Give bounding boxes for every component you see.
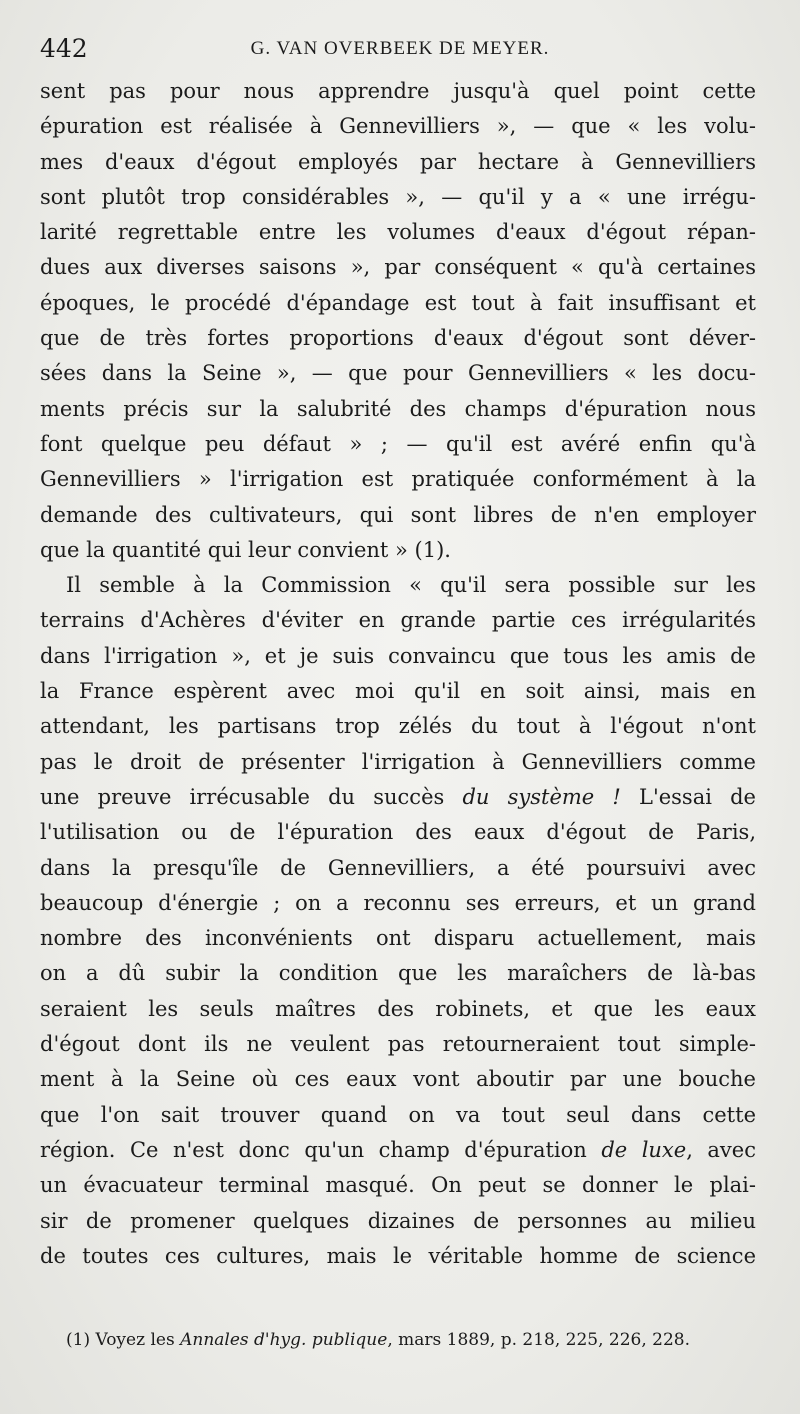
text-line-with-emphasis — [40, 780, 756, 815]
text-line: l'utilisation ou de l'épuration des eaux d'égout de Paris, — [40, 820, 756, 845]
text-line: mes d'eaux d'égout employés par hectare à Gennevilliers — [40, 149, 756, 174]
text-line: sir de promener quelques dizaines de personnes au milieu — [40, 1208, 756, 1233]
text-line: terrains d'Achères d'éviter en grande partie ces irrégularités — [40, 608, 756, 633]
text-line: ments précis sur la salubrité des champs d'épuration nous — [40, 396, 756, 421]
text-line: larité regrettable entre les volumes d'eaux d'égout répan- — [40, 220, 756, 245]
footnote-suffix: , mars 1889, p. 218, 225, 226, 228. — [387, 1330, 691, 1350]
text-line: beaucoup d'énergie ; on a reconnu ses erreurs, et un grand — [40, 890, 756, 915]
text-line: Gennevilliers » l'irrigation est pratiquée conformément à la — [40, 467, 756, 492]
text-line: que de très fortes proportions d'eaux d'égout sont déver- — [40, 326, 756, 351]
page-number: 442 — [40, 34, 88, 63]
text-line: dans l'irrigation », et je suis convaincu que tous les amis de — [40, 643, 756, 668]
text-line: que la quantité qui leur convient » (1). — [40, 537, 451, 562]
text-line: la France espèrent avec moi qu'il en soit ainsi, mais en — [40, 679, 756, 704]
emphasis-text: de luxe — [601, 1137, 687, 1162]
text-line: font quelque peu défaut » ; — qu'il est avéré enfin qu'à — [40, 431, 756, 456]
text-line: seraient les seuls maîtres des robinets, et que les eaux — [40, 996, 756, 1021]
text-line: demande des cultivateurs, qui sont libres de n'en employer — [40, 502, 756, 527]
text-line: nombre des inconvénients ont disparu actuellement, mais — [40, 926, 756, 951]
text-line: dans la presqu'île de Gennevilliers, a été poursuivi avec — [40, 855, 756, 880]
text-segment: une preuve irrécusable du succès — [40, 784, 445, 809]
text-line: un évacuateur terminal masqué. On peut se donner le plai- — [40, 1173, 756, 1198]
text-line: de toutes ces cultures, mais le véritable homme de science — [40, 1243, 756, 1268]
text-line: d'égout dont ils ne veulent pas retourneraient tout simple- — [40, 1032, 756, 1057]
emphasis-text: du système ! — [462, 784, 621, 809]
page-header — [40, 34, 760, 64]
text-line: que l'on sait trouver quand on va tout seul dans cette — [40, 1102, 756, 1127]
text-line-with-emphasis — [40, 1133, 756, 1168]
text-line: sont plutôt trop considérables », — qu'il y a « une irrégu- — [40, 184, 756, 209]
footnote-prefix: (1) Voyez les — [66, 1330, 181, 1350]
body-text — [40, 74, 756, 1274]
text-line: Il semble à la Commission « qu'il sera possible sur les — [66, 573, 756, 598]
text-segment: région. Ce n'est donc qu'un champ d'épuration — [40, 1137, 587, 1162]
text-segment: , avec — [686, 1137, 756, 1162]
footnote-title: Annales d'hyg. publique — [180, 1330, 388, 1350]
running-head: G. VAN OVERBEEK DE MEYER. — [250, 38, 550, 59]
text-line: pas le droit de présenter l'irrigation à Gennevilliers comme — [40, 749, 756, 774]
text-line: ment à la Seine où ces eaux vont aboutir par une bouche — [40, 1067, 756, 1092]
text-line: on a dû subir la condition que les maraîchers de là-bas — [40, 961, 756, 986]
text-line: dues aux diverses saisons », par conséquent « qu'à certaines — [40, 255, 756, 280]
footnote — [66, 1330, 766, 1350]
text-line: époques, le procédé d'épandage est tout à fait insuffisant et — [40, 290, 756, 315]
text-line: sées dans la Seine », — que pour Gennevilliers « les docu- — [40, 361, 756, 386]
text-line: attendant, les partisans trop zélés du tout à l'égout n'ont — [40, 714, 756, 739]
text-line: sent pas pour nous apprendre jusqu'à quel point cette — [40, 79, 756, 103]
text-line: épuration est réalisée à Gennevilliers », — que « les volu- — [40, 114, 756, 139]
text-segment: L'essai de — [620, 784, 756, 809]
